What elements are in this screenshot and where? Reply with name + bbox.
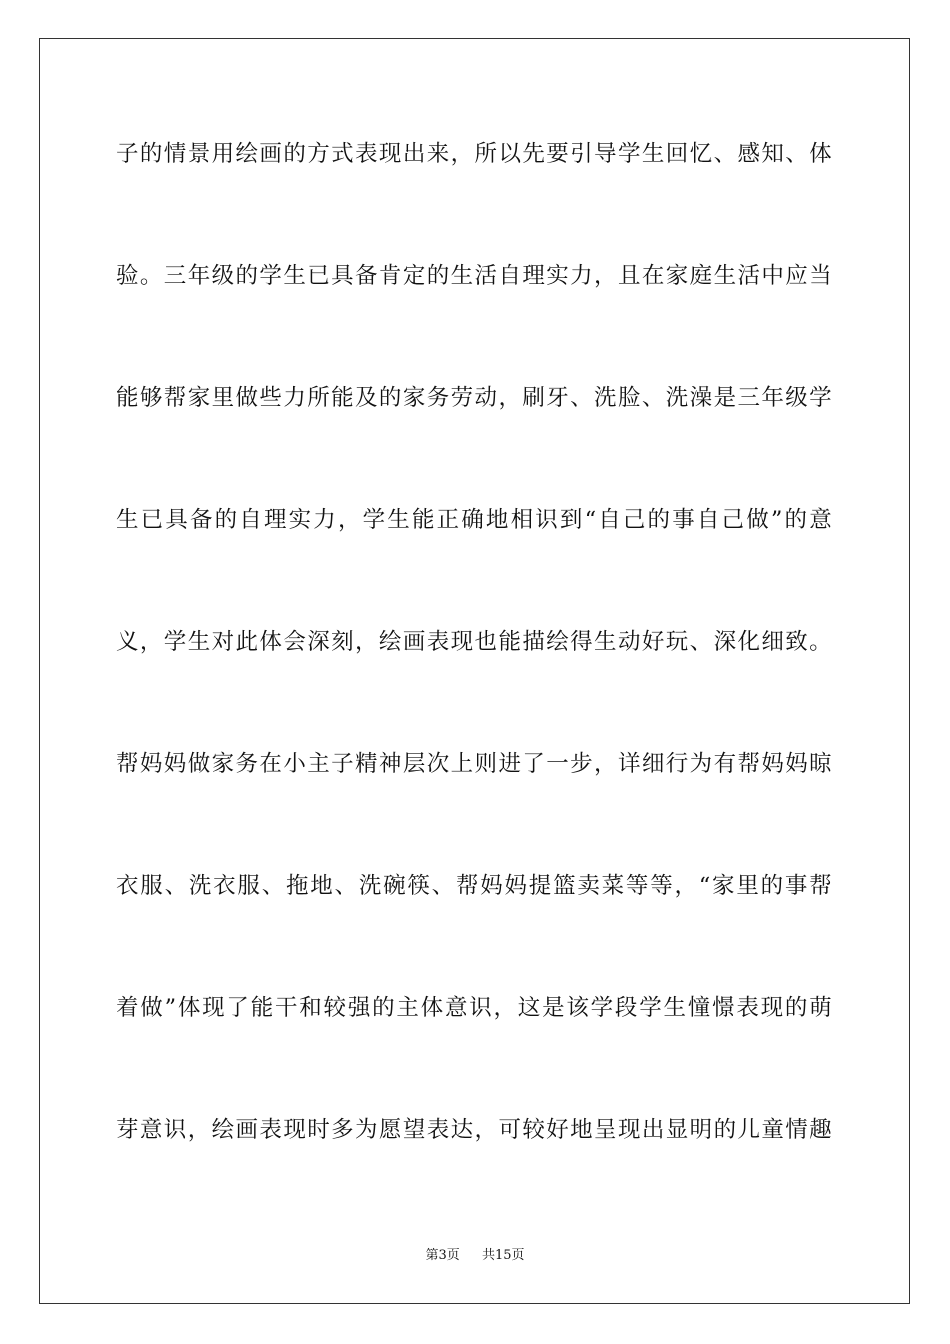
page-number-total: 共15页 <box>482 1248 525 1263</box>
document-body <box>116 124 832 1222</box>
paragraph-line-7: 衣服、洗衣服、拖地、洗碗筷、帮妈妈提篮卖菜等等，“家里的事帮 <box>116 873 832 899</box>
paragraph-line-2: 验。三年级的学生已具备肯定的生活自理实力，且在家庭生活中应当 <box>116 263 832 289</box>
paragraph-line-8: 着做”体现了能干和较强的主体意识，这是该学段学生憧憬表现的萌 <box>116 995 832 1021</box>
paragraph-line-3: 能够帮家里做些力所能及的家务劳动，刷牙、洗脸、洗澡是三年级学 <box>116 385 832 411</box>
paragraph-line-5: 义，学生对此体会深刻，绘画表现也能描绘得生动好玩、深化细致。 <box>116 629 832 655</box>
paragraph-line-6: 帮妈妈做家务在小主子精神层次上则进了一步，详细行为有帮妈妈晾 <box>116 751 832 777</box>
paragraph-line-1: 子的情景用绘画的方式表现出来，所以先要引导学生回忆、感知、体 <box>116 141 832 167</box>
paragraph-line-4: 生已具备的自理实力，学生能正确地相识到“自己的事自己做”的意 <box>116 507 832 533</box>
page-number-current: 第3页 <box>425 1248 460 1263</box>
page-footer <box>0 1244 950 1263</box>
paragraph-line-9: 芽意识，绘画表现时多为愿望表达，可较好地呈现出显明的儿童情趣 <box>116 1117 832 1143</box>
